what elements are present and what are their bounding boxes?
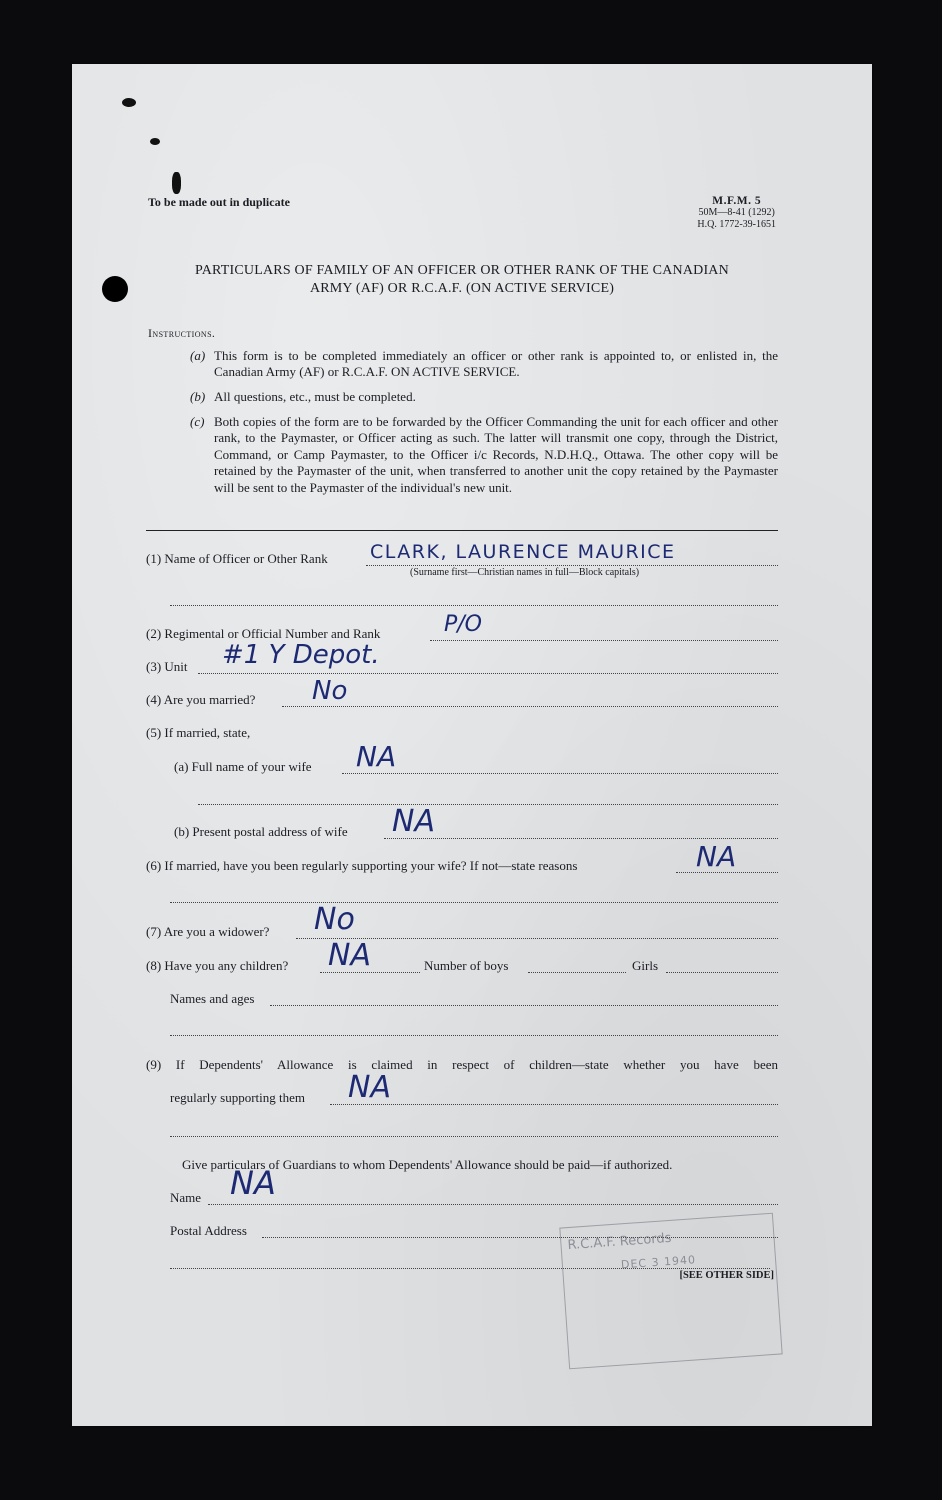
ink-blot	[172, 172, 181, 194]
stamp-line-1: R.C.A.F. Records	[567, 1230, 672, 1254]
q8-boys-line	[528, 972, 626, 973]
q5b-answer-line	[384, 838, 778, 839]
q4-label: (4) Are you married?	[146, 692, 256, 707]
see-other-side: [SEE OTHER SIDE]	[679, 1270, 774, 1281]
guardian-name-line	[208, 1204, 778, 1205]
title-line-2: ARMY (AF) OR R.C.A.F. (ON ACTIVE SERVICE)	[309, 281, 615, 296]
ink-blot	[122, 98, 136, 107]
print-code: 50M—8-41 (1292)	[698, 207, 775, 218]
instructions-heading: Instructions.	[148, 326, 216, 340]
q2-answer: P/O	[444, 612, 482, 637]
q5a-second-line	[198, 804, 778, 805]
q8-label: (8) Have you any children?	[146, 958, 289, 973]
instruction-c: (c) Both copies of the form are to be forwarded by the Officer Commanding the unit for each officer and other rank, to the Paymaster, or Officer acting as such. The latter will transmit one copy, through the District, Command, or Camp Paymaster, to the Officer i/c Records, N.D.H.Q., Ottawa. The other copy will be retained by the Paymaster of the unit, when transferred to another unit the copy retained by the Paymaster will be sent to the Paymaster of the individual's new unit.	[190, 414, 778, 495]
title-line-1: PARTICULARS OF FAMILY OF AN OFFICER OR OTHER RANK OF THE CANADIAN	[195, 263, 729, 278]
q4-answer: No	[312, 676, 348, 706]
guardian-name-label: Name	[170, 1190, 202, 1205]
q5a-answer-line	[342, 773, 778, 774]
guardian-address-label: Postal Address	[170, 1223, 247, 1238]
q2-answer-line	[430, 640, 778, 641]
q7-answer: No	[314, 902, 355, 937]
q3-answer-line	[198, 673, 778, 674]
instruction-a: (a) This form is to be completed immediately an officer or other rank is appointed to, or enlisted in, the Canadian Army (AF) or R.C.A.F. ON ACTIVE SERVICE.	[190, 348, 778, 380]
q8-names-line	[270, 1005, 778, 1006]
q9-answer: NA	[348, 1070, 391, 1105]
q6-second-line	[170, 902, 778, 903]
q3-answer: #1 Y Depot.	[222, 640, 380, 670]
q8-girls-label: Girls	[632, 958, 658, 973]
q7-label: (7) Are you a widower?	[146, 924, 270, 939]
q9-label-line1: (9) If Dependents' Allowance is claimed in respect of children—state whether you have been	[146, 1057, 778, 1072]
q5a-answer: NA	[356, 740, 397, 773]
records-stamp	[559, 1213, 782, 1370]
q1-label: (1) Name of Officer or Other Rank	[146, 551, 328, 566]
q8-answer: NA	[328, 938, 371, 973]
q1-answer-line	[366, 565, 778, 566]
q1-hint: (Surname first—Christian names in full—Block capitals)	[410, 567, 640, 578]
duplicate-note: To be made out in duplicate	[148, 195, 290, 209]
form-id-block	[697, 195, 776, 231]
q9-label-line2: regularly supporting them	[170, 1090, 306, 1105]
guardians-heading: Give particulars of Guardians to whom Dependents' Allowance should be paid—if authorized.	[182, 1157, 673, 1172]
instruction-b: (b) All questions, etc., must be completed.	[190, 389, 416, 404]
ink-blot	[150, 138, 160, 145]
hq-code: H.Q. 1772-39-1651	[697, 219, 776, 230]
q8-names-second-line	[170, 1035, 778, 1036]
q6-label: (6) If married, have you been regularly supporting your wife? If not—state reasons	[146, 858, 578, 873]
q9-answer-line	[330, 1104, 778, 1105]
form-page	[72, 64, 872, 1426]
q9-second-line	[170, 1136, 778, 1137]
q5a-label: (a) Full name of your wife	[174, 759, 312, 774]
guardian-name-answer: NA	[230, 1164, 276, 1202]
q2-label: (2) Regimental or Official Number and Rank	[146, 626, 381, 641]
q5b-answer: NA	[392, 804, 435, 839]
form-title	[142, 262, 782, 298]
q8-girls-line	[666, 972, 778, 973]
q5-label: (5) If married, state,	[146, 725, 251, 740]
q1-second-line	[170, 605, 778, 606]
q4-answer-line	[282, 706, 778, 707]
q1-answer: CLARK, LAURENCE MAURICE	[370, 541, 676, 563]
q8-names-label: Names and ages	[170, 991, 255, 1006]
punch-hole	[102, 276, 128, 302]
q3-label: (3) Unit	[146, 659, 188, 674]
form-number: M.F.M. 5	[712, 195, 762, 207]
q8-boys-label: Number of boys	[424, 958, 509, 973]
q6-answer: NA	[696, 840, 737, 873]
section-divider	[146, 530, 778, 531]
stamp-line-2: DEC 3 1940	[620, 1253, 697, 1272]
q5b-label: (b) Present postal address of wife	[174, 824, 348, 839]
